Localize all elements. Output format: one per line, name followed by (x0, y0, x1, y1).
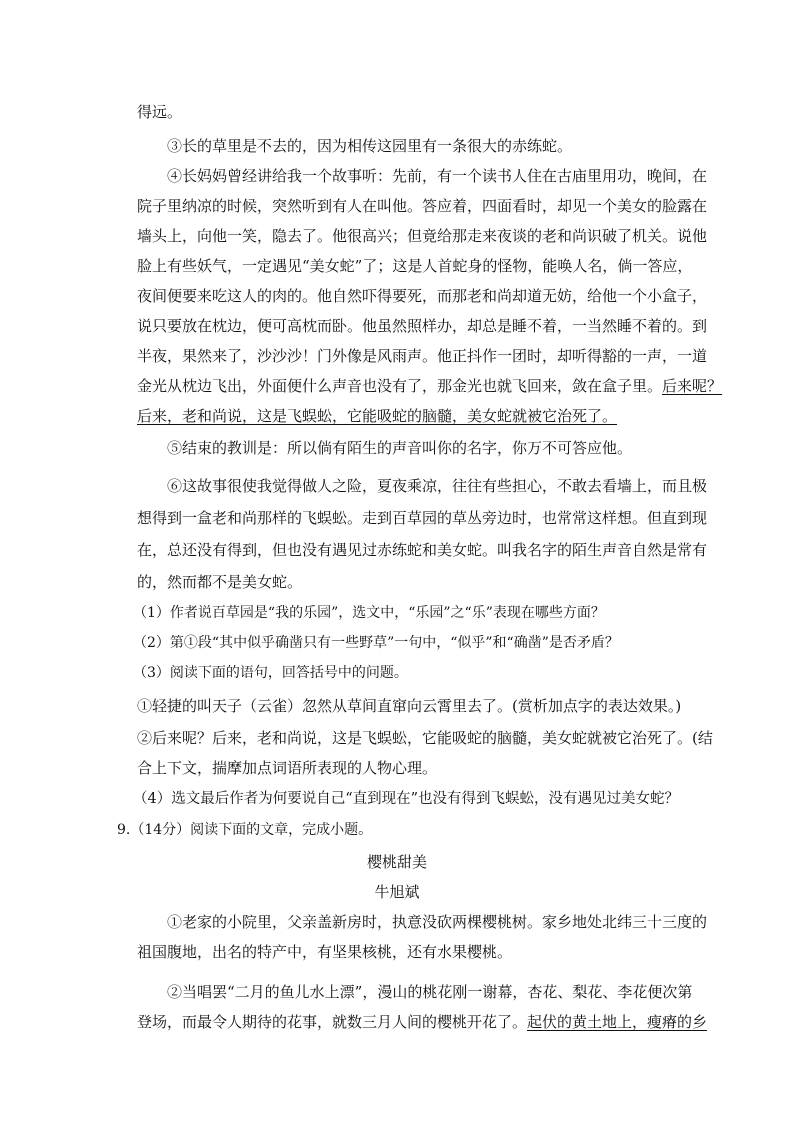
text-line: 说只要放在枕边，便可高枕而卧。他虽然照样办，却总是睡不着，一当然睡不着的。到 (137, 317, 708, 335)
question-1: （1）作者说百草园是“我的乐园”，选文中，“乐园”之“乐”表现在哪些方面？ (133, 605, 605, 621)
text-line: 祖国腹地，出名的特产中，有坚果核桃，还有水果樱桃。 (137, 943, 513, 961)
question-2: （2）第①段“其中似乎确凿只有一些野草”一句中，“似乎”和“确凿”是否矛盾？ (133, 635, 619, 651)
text-segment: 登场，而最令人期待的花事，就数三月人间的樱桃开花了。 (137, 1013, 528, 1031)
text-line: 在，总还没有得到，但也没有遇见过赤练蛇和美女蛇。叫我名字的陌生声音自然是常有 (137, 541, 708, 559)
article-title: 樱桃甜美 (366, 853, 427, 871)
text-line: 合上下文，揣摩加点词语所表现的人物心理。 (137, 759, 438, 777)
text-line: ①轻捷的叫天子（云雀）忽然从草间直窜向云霄里去了。(赏析加点字的表达效果。) (137, 697, 682, 715)
text-line (137, 406, 617, 426)
underlined-text: 后来呢？ (662, 377, 723, 395)
text-line: ③长的草里是不去的，因为相传这园里有一条很大的赤练蛇。 (167, 137, 573, 155)
text-line: ⑤结束的教训是：所以倘有陌生的声音叫你的名字，你万不可答应他。 (167, 439, 633, 457)
text-line: ①老家的小院里，父亲盖新房时，执意没砍两棵樱桃树。家乡地处北纬三十三度的 (167, 913, 708, 931)
text-line: 的，然而都不是美女蛇。 (137, 573, 303, 591)
text-line: 墙头上，向他一笑，隐去了。他很高兴；但竟给那走来夜谈的老和尚识破了机关。说他 (137, 227, 708, 245)
question-9-heading: 9.（14分）阅读下面的文章，完成小题。 (117, 822, 373, 838)
text-line: ②后来呢？后来，老和尚说，这是飞蜈蚣，它能吸蛇的脑髓，美女蛇就被它治死了。(结 (137, 729, 713, 747)
text-line: ⑥这故事很使我觉得做人之险，夏夜乘凉，往往有些担心，不敢去看墙上，而且极 (167, 477, 708, 495)
underlined-text: 后来，老和尚说，这是飞蜈蚣，它能吸蛇的脑髓，美女蛇就被它治死了。 (137, 407, 618, 425)
text-line: 夜间便要来吃这人的肉的。他自然吓得要死，而那老和尚却道无妨，给他一个小盒子， (137, 287, 708, 305)
text-line: 脸上有些妖气，一定遇见“美女蛇”了；这是人首蛇身的怪物，能唤人名，倘一答应， (137, 257, 693, 275)
question-3: （3）阅读下面的语句，回答括号中的问题。 (133, 665, 408, 681)
text-segment: 金光从枕边飞出，外面便什么声音也没有了，那金光也就飞回来，敛在盒子里。 (137, 377, 663, 395)
underlined-text: 起伏的黄土地上，瘦瘠的乡 (527, 1013, 708, 1031)
question-4: （4）选文最后作者为何要说自己“直到现在”也没有得到飞蜈蚣，没有遇见过美女蛇？ (133, 791, 680, 807)
text-line: ②当唱罢“二月的鱼儿水上漂”，漫山的桃花刚一谢幕，杏花、梨花、李花便次第 (167, 983, 693, 1001)
article-author: 牛旭斌 (374, 883, 420, 901)
text-line: 得远。 (137, 103, 183, 121)
text-line (137, 1012, 707, 1032)
text-line: ④长妈妈曾经讲给我一个故事听：先前，有一个读书人住在古庙里用功，晚间，在 (167, 167, 708, 185)
text-line: 想得到一盒老和尚那样的飞蜈蚣。走到百草园的草丛旁边时，也常常这样想。但直到现 (137, 509, 708, 527)
text-line: 半夜，果然来了，沙沙沙！门外像是风雨声。他正抖作一团时，却听得豁的一声，一道 (137, 347, 708, 365)
text-line: 院子里纳凉的时候，突然听到有人在叫他。答应着，四面看时，却见一个美女的脸露在 (137, 197, 708, 215)
text-line (137, 376, 722, 396)
